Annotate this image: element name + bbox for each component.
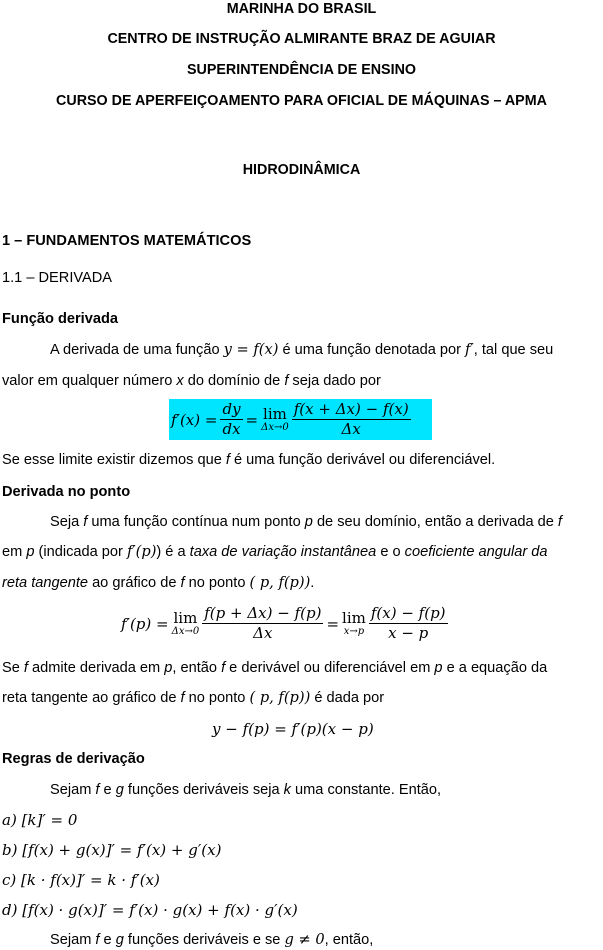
paragraph-line: reta tangente ao gráfico de f no ponto ( p, f(p)). — [2, 574, 315, 591]
paragraph-line: em p (indicada por f′(p)) é a taxa de variação instantânea e o coeficiente angular da — [2, 543, 548, 560]
derivative-at-point-equation: f′(p) = lim Δx→0 $\frac{f(p + \Delta x) - f(p)}{\Delta x}$ = lim x→p $\frac{f(x) - f(p)}{x - p}$ — [121, 604, 446, 642]
rule-a: a) [k]′ = 0 — [2, 811, 78, 829]
paragraph-line: valor em qualquer número x do domínio de f seja dado por — [2, 373, 381, 389]
paragraph-line: Sejam f e g funções deriváveis seja k uma constante. Então, — [50, 782, 442, 798]
paragraph-line: Seja f uma função contínua num ponto p de seu domínio, então a derivada de f — [50, 514, 562, 530]
rule-b: b) [f(x) + g(x)]′ = f′(x) + g′(x) — [2, 841, 222, 859]
derivative-definition-equation: f′(x) = $\frac{dy}{dx}$ = lim Δx→0 $\frac{f(x + \Delta x) - f(x)}{\Delta x}$ — [171, 400, 409, 438]
document-title: HIDRODINÂMICA — [242, 162, 361, 178]
tangent-line-equation: y − f(p) = f′(p)(x − p) — [212, 720, 374, 738]
heading-regras-derivacao: Regras de derivação — [2, 751, 145, 767]
section-title: 1 – FUNDAMENTOS MATEMÁTICOS — [2, 233, 252, 249]
rule-c: c) [k · f(x)]′ = k · f′(x) — [2, 871, 160, 889]
section-subtitle: 1.1 – DERIVADA — [2, 270, 113, 286]
course-name: CURSO DE APERFEIÇOAMENTO PARA OFICIAL DE MÁQUINAS – APMA — [56, 93, 547, 109]
institution-name: MARINHA DO BRASIL — [226, 1, 377, 17]
paragraph-line: Se f admite derivada em p, então f e derivável ou diferenciável em p e a equação da — [2, 660, 548, 676]
heading-funcao-derivada: Função derivada — [2, 311, 118, 327]
rule-d: d) [f(x) · g(x)]′ = f′(x) · g(x) + f(x) · g′(x) — [2, 901, 298, 919]
paragraph-line: A derivada de uma função y = f(x) é uma função denotada por f′, tal que seu — [50, 341, 554, 358]
paragraph-line: Sejam f e g funções deriváveis e se g ≠ 0, então, — [50, 931, 374, 948]
heading-derivada-no-ponto: Derivada no ponto — [2, 484, 131, 500]
paragraph-line: Se esse limite existir dizemos que f é uma função derivável ou diferenciável. — [2, 452, 496, 468]
superintendence: SUPERINTENDÊNCIA DE ENSINO — [186, 62, 417, 78]
center-name: CENTRO DE INSTRUÇÃO ALMIRANTE BRAZ DE AGUIAR — [107, 31, 496, 47]
paragraph-line: reta tangente ao gráfico de f no ponto ( p, f(p)) é dada por — [2, 689, 385, 706]
